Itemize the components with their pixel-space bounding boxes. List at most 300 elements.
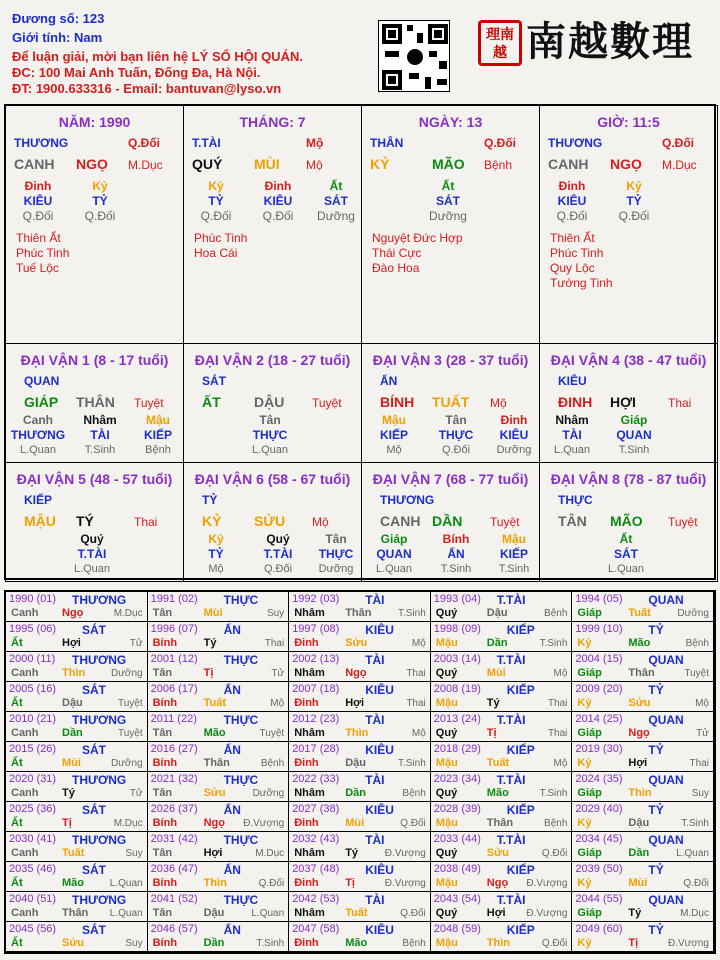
year-god: KIÊU: [365, 923, 394, 937]
star-label: Tuế Lộc: [16, 261, 59, 275]
year-branch: Thìn: [628, 787, 652, 799]
year-label: 2036 (47): [150, 863, 198, 875]
year-cell[interactable]: [288, 861, 431, 892]
year-cell[interactable]: [5, 741, 148, 772]
year-cell[interactable]: [288, 771, 431, 802]
year-cell[interactable]: [147, 801, 290, 832]
hidden-stage: Q.Đối: [22, 209, 54, 223]
pillar-god-top: THƯƠNG: [14, 136, 69, 150]
year-cell[interactable]: [571, 741, 714, 772]
year-branch: Mão: [486, 787, 509, 799]
year-cell[interactable]: [430, 621, 573, 652]
year-branch: Mão: [62, 877, 84, 889]
year-cell[interactable]: [571, 801, 714, 832]
luck-title: ĐẠI VẬN 3 (28 - 37 tuổi): [372, 352, 529, 368]
luck-title: ĐẠI VẬN 7 (68 - 77 tuổi): [372, 471, 529, 487]
year-stem: Kỷ: [577, 817, 592, 829]
year-branch: Tý: [486, 697, 500, 709]
year-stage: L.Quan: [109, 908, 143, 919]
year-label: 2046 (57): [150, 923, 198, 935]
hidden-stage: Bệnh: [145, 444, 171, 456]
luck-branch: DẬU: [254, 394, 285, 410]
year-cell[interactable]: [430, 831, 573, 862]
year-cell[interactable]: [288, 651, 431, 682]
year-branch: Thân: [345, 607, 372, 619]
year-god: THỰC: [223, 833, 259, 847]
luck-stem: TÂN: [558, 513, 587, 529]
luck-pillar-cell[interactable]: [539, 343, 718, 463]
number-label: Đương số: 123: [12, 11, 105, 26]
year-branch: Dậu: [486, 607, 508, 619]
year-stage: T.Sinh: [256, 938, 285, 949]
year-god: ẤN: [223, 923, 241, 937]
year-branch: Tị: [486, 727, 497, 739]
year-cell[interactable]: [430, 921, 573, 952]
year-stage: Bệnh: [544, 818, 568, 829]
year-stage: Tuyệt: [117, 728, 143, 739]
pillar-stem: CANH: [14, 156, 55, 172]
year-cell[interactable]: [288, 741, 431, 772]
chart-grid: [4, 104, 716, 580]
year-cell[interactable]: [5, 921, 148, 952]
hidden-god: SÁT: [614, 547, 638, 561]
hidden-stem: Mậu: [502, 532, 526, 546]
year-branch: Tị: [628, 937, 639, 949]
year-god: TÀI: [365, 773, 385, 787]
hidden-god: THỰC: [438, 428, 474, 442]
year-branch: Thìn: [62, 667, 86, 679]
star-label: Thiên Ất: [550, 231, 595, 245]
year-branch: Tị: [345, 877, 355, 889]
year-branch: Ngọ: [345, 667, 367, 679]
pillar-cell[interactable]: [539, 105, 718, 344]
year-label: 1995 (06): [9, 623, 57, 635]
year-stage: Q.Đối: [258, 878, 285, 889]
year-cell[interactable]: [288, 711, 431, 742]
pillar-branch: NGỌ: [610, 156, 642, 172]
year-stem: Giáp: [577, 787, 602, 799]
year-god: QUAN: [648, 713, 684, 727]
hidden-god: THƯƠNG: [10, 428, 66, 442]
year-branch: Tuất: [345, 907, 368, 919]
year-stem: Nhâm: [294, 907, 325, 919]
year-god: SÁT: [82, 923, 106, 937]
hidden-stage: T.Sinh: [440, 563, 472, 575]
year-god: SÁT: [82, 743, 106, 757]
year-cell[interactable]: [430, 651, 573, 682]
year-cell[interactable]: [5, 801, 148, 832]
year-stem: Bính: [152, 757, 178, 769]
year-label: 2035 (46): [9, 863, 57, 875]
pillar-god-top: THƯƠNG: [548, 136, 603, 150]
year-label: 1991 (02): [150, 593, 198, 605]
hidden-stage: Dưỡng: [318, 563, 354, 575]
luck-stage: Mộ: [312, 515, 329, 529]
luck-pillar-cell[interactable]: [361, 343, 540, 463]
year-branch: Thân: [628, 667, 655, 679]
year-cell[interactable]: [147, 711, 290, 742]
hidden-stage: Dưỡng: [429, 209, 467, 223]
year-stage: Tử: [696, 728, 709, 739]
year-cell[interactable]: [5, 711, 148, 742]
luck-god: KIẾP: [24, 493, 53, 507]
year-stage: T.Sinh: [539, 788, 568, 799]
year-label: 2014 (25): [575, 713, 623, 725]
year-branch: Tý: [345, 847, 359, 859]
year-branch: Hợi: [486, 907, 506, 919]
year-cell[interactable]: [430, 801, 573, 832]
hidden-stage: Q.Đối: [556, 209, 588, 223]
year-stem: Canh: [11, 727, 39, 739]
pillar-cell[interactable]: [5, 105, 184, 344]
year-label: 1999 (10): [575, 623, 623, 635]
header: [0, 0, 720, 100]
year-branch: Sửu: [62, 937, 85, 949]
pillar-stem: KỶ: [370, 156, 390, 172]
hidden-god: THỰC: [252, 428, 288, 442]
hidden-stage: Q.Đối: [263, 563, 293, 575]
year-cell[interactable]: [430, 681, 573, 712]
year-cell[interactable]: [571, 681, 714, 712]
year-stage: Suy: [125, 848, 143, 859]
year-cell[interactable]: [288, 621, 431, 652]
luck-stage: Mộ: [490, 396, 507, 410]
luck-pillar-cell[interactable]: [183, 343, 362, 463]
year-stem: Mậu: [435, 637, 458, 649]
luck-branch: DẦN: [432, 513, 463, 529]
year-label: 2030 (41): [9, 833, 57, 845]
hidden-stage: Q.Đối: [618, 209, 650, 223]
year-cell[interactable]: [571, 651, 714, 682]
year-god: THƯƠNG: [72, 713, 127, 727]
hidden-god: KIÊU: [499, 428, 529, 442]
year-stage: Mộ: [270, 698, 285, 709]
year-stage: Bệnh: [685, 638, 709, 649]
year-god: KIẾP: [506, 803, 535, 817]
year-label: 2006 (17): [150, 683, 198, 695]
hidden-stem: Kỷ: [208, 179, 224, 193]
luck-god: QUAN: [24, 374, 60, 388]
year-stem: Tân: [152, 607, 173, 619]
year-label: 2029 (40): [575, 803, 623, 815]
year-cell[interactable]: [288, 801, 431, 832]
year-god: KIẾP: [506, 743, 535, 757]
year-branch: Dần: [345, 787, 366, 799]
hidden-stem: Bính: [442, 532, 470, 546]
year-cell[interactable]: [571, 921, 714, 952]
year-stage: Đ.Vượng: [667, 938, 709, 949]
year-god: THƯƠNG: [72, 773, 127, 787]
year-stem: Bính: [152, 637, 178, 649]
year-stage: Bệnh: [402, 788, 426, 799]
year-cell[interactable]: [147, 891, 290, 922]
year-stage: Suy: [125, 938, 143, 949]
year-cell[interactable]: [430, 591, 573, 622]
star-label: Hoa Cái: [194, 246, 238, 260]
hidden-stem: Giáp: [620, 413, 648, 427]
year-cell[interactable]: [571, 711, 714, 742]
year-stage: Mộ: [553, 758, 568, 769]
luck-stage: Tuyệt: [668, 515, 698, 529]
year-cell[interactable]: [288, 831, 431, 862]
year-cell[interactable]: [430, 861, 573, 892]
year-stem: Đinh: [294, 637, 319, 649]
hidden-god: KIẾP: [499, 547, 528, 561]
year-branch: Dậu: [203, 907, 225, 919]
hidden-god: THỰC: [318, 547, 354, 561]
hidden-stem: Canh: [23, 413, 53, 427]
year-stem: Canh: [11, 607, 39, 619]
year-stem: Mậu: [435, 877, 458, 889]
year-god: QUAN: [648, 593, 684, 607]
year-branch: Dậu: [345, 757, 366, 769]
luck-pillar-cell[interactable]: [183, 462, 362, 582]
hidden-stem: Kỷ: [208, 532, 224, 546]
hidden-god: T.TÀI: [77, 547, 107, 561]
year-cell[interactable]: [5, 591, 148, 622]
year-stage: Suy: [266, 608, 285, 619]
hidden-god: TỶ: [208, 194, 224, 208]
star-label: Phúc Tinh: [16, 246, 70, 260]
hidden-stem: Tân: [259, 413, 281, 427]
year-branch: Hợi: [62, 637, 81, 649]
year-god: ẤN: [223, 623, 241, 637]
luck-pillar-cell[interactable]: [5, 343, 184, 463]
year-label: 2019 (30): [575, 743, 623, 755]
year-cell[interactable]: [430, 741, 573, 772]
year-stem: Bính: [152, 817, 178, 829]
luck-stem: GIÁP: [24, 394, 59, 410]
year-cell[interactable]: [571, 591, 714, 622]
hidden-stem: Đinh: [264, 179, 292, 193]
year-stem: Ất: [11, 637, 23, 649]
year-god: THỰC: [223, 653, 259, 667]
pillar-god-top: THÂN: [370, 136, 404, 150]
year-stage: Thai: [406, 698, 426, 709]
star-label: Quy Lộc: [550, 261, 595, 275]
luck-branch: MÃO: [610, 513, 643, 529]
luck-stem: BÍNH: [380, 394, 415, 410]
hidden-god: SÁT: [436, 194, 460, 208]
year-god: THỰC: [223, 593, 259, 607]
year-label: 2047 (58): [292, 923, 340, 935]
qr-code-icon[interactable]: [378, 20, 450, 92]
year-label: 2008 (19): [433, 683, 481, 695]
year-stem: Giáp: [577, 727, 602, 739]
year-label: 2003 (14): [433, 653, 481, 665]
year-god: THƯƠNG: [72, 593, 127, 607]
year-label: 2000 (11): [9, 653, 56, 665]
year-god: KIẾP: [506, 623, 535, 637]
year-cell[interactable]: [571, 861, 714, 892]
year-label: 1992 (03): [292, 593, 340, 605]
luck-pillar-cell[interactable]: [5, 462, 184, 582]
year-cell[interactable]: [288, 591, 431, 622]
year-stem: Canh: [11, 667, 39, 679]
year-stem: Quý: [435, 907, 458, 919]
hidden-stage: L.Quan: [607, 563, 645, 575]
year-cell[interactable]: [147, 861, 290, 892]
luck-god: SÁT: [202, 374, 226, 388]
pillar-branch: MÙI: [254, 156, 280, 172]
year-stage: L.Quan: [251, 908, 285, 919]
year-label: 1994 (05): [575, 593, 623, 605]
year-cell[interactable]: [571, 831, 714, 862]
luck-title: ĐẠI VẬN 2 (18 - 27 tuổi): [194, 352, 351, 368]
year-cell[interactable]: [288, 891, 431, 922]
year-label: 2048 (59): [433, 923, 481, 935]
luck-pillar-cell[interactable]: [539, 462, 718, 582]
year-branch: Tý: [203, 637, 217, 649]
year-cell[interactable]: [5, 831, 148, 862]
year-branch: Hợi: [203, 847, 223, 859]
pillar-god-right: Mộ: [306, 136, 324, 150]
year-cell[interactable]: [288, 681, 431, 712]
year-cell[interactable]: [5, 771, 148, 802]
luck-stem: KỶ: [202, 513, 222, 529]
year-cell[interactable]: [430, 711, 573, 742]
year-cell[interactable]: [571, 621, 714, 652]
year-label: 2031 (42): [150, 833, 198, 845]
year-stage: L.Quan: [676, 848, 709, 859]
year-god: SÁT: [82, 803, 106, 817]
year-label: 2007 (18): [292, 683, 340, 695]
year-god: ẤN: [223, 863, 241, 877]
pillar-cell[interactable]: [183, 105, 362, 344]
hidden-stage: T.Sinh: [84, 444, 116, 456]
year-branch: Mùi: [486, 667, 506, 679]
hidden-stage: L.Quan: [251, 444, 289, 456]
year-branch: Tuất: [486, 757, 510, 769]
year-stage: Bệnh: [260, 758, 285, 769]
year-stage: Thai: [264, 638, 285, 649]
year-label: 2023 (34): [433, 773, 481, 785]
year-label: 2002 (13): [292, 653, 340, 665]
year-branch: Dần: [486, 637, 508, 649]
year-label: 2040 (51): [9, 893, 57, 905]
year-cell[interactable]: [147, 591, 290, 622]
star-label: Thái Cực: [372, 246, 422, 260]
year-stage: Q.Đối: [683, 878, 709, 889]
year-stem: Canh: [11, 847, 39, 859]
year-stem: Tân: [152, 727, 173, 739]
hidden-god: KIẾP: [379, 428, 408, 442]
year-stage: Thai: [689, 758, 709, 769]
year-cell[interactable]: [5, 861, 148, 892]
luck-branch: TÝ: [76, 513, 94, 529]
seal-icon: 理南越: [478, 20, 522, 66]
year-cell[interactable]: [5, 891, 148, 922]
year-branch: Sửu: [486, 847, 509, 859]
luck-title: ĐẠI VẬN 1 (8 - 17 tuổi): [20, 352, 169, 368]
year-label: 2022 (33): [292, 773, 340, 785]
year-stage: Dưỡng: [110, 668, 143, 679]
year-branch: Tuất: [203, 697, 226, 709]
pillar-stage: Bệnh: [484, 158, 513, 172]
logo: 南越數理: [526, 18, 694, 65]
pillar-branch: NGỌ: [76, 156, 108, 172]
year-cell[interactable]: [430, 891, 573, 922]
hidden-stem: Đinh: [24, 179, 52, 193]
year-label: 1998 (09): [433, 623, 481, 635]
year-god: T.TÀI: [496, 653, 526, 667]
year-stem: Mậu: [435, 697, 458, 709]
year-stem: Nhâm: [294, 727, 325, 739]
year-label: 2020 (31): [9, 773, 57, 785]
year-cell[interactable]: [147, 621, 290, 652]
year-stage: Tuyệt: [117, 698, 143, 709]
year-cell[interactable]: [430, 771, 573, 802]
year-cell[interactable]: [147, 831, 290, 862]
year-stem: Ất: [11, 757, 23, 769]
year-stem: Mậu: [435, 937, 458, 949]
hidden-god: KIÊU: [557, 194, 587, 208]
year-stage: T.Sinh: [397, 758, 426, 769]
year-branch: Thìn: [345, 727, 369, 739]
year-cell[interactable]: [147, 771, 290, 802]
year-branch: Mão: [628, 637, 651, 649]
year-stem: Kỷ: [577, 697, 592, 709]
year-label: 2042 (53): [292, 893, 340, 905]
year-branch: Tý: [628, 907, 642, 919]
hidden-god: TÀI: [562, 428, 582, 442]
year-stem: Tân: [152, 847, 173, 859]
year-stem: Nhâm: [294, 607, 325, 619]
year-stage: Tuyệt: [259, 728, 285, 739]
year-stage: Đ.Vượng: [243, 818, 285, 829]
year-cell[interactable]: [147, 681, 290, 712]
year-god: KIÊU: [365, 623, 394, 637]
year-stem: Quý: [435, 607, 458, 619]
luck-branch: THÂN: [76, 394, 115, 410]
hidden-stem: Đinh: [500, 413, 528, 427]
year-stem: Giáp: [577, 847, 602, 859]
year-label: 1996 (07): [150, 623, 198, 635]
year-cell[interactable]: [5, 621, 148, 652]
year-stage: Mộ: [411, 728, 426, 739]
luck-title: ĐẠI VẬN 5 (48 - 57 tuổi): [16, 471, 173, 487]
year-cell[interactable]: [571, 891, 714, 922]
year-cell[interactable]: [288, 921, 431, 952]
hidden-stage: T.Sinh: [498, 563, 530, 575]
year-stem: Canh: [11, 907, 39, 919]
year-stem: Đinh: [294, 697, 319, 709]
luck-pillar-cell[interactable]: [361, 462, 540, 582]
year-god: TỶ: [648, 683, 664, 697]
year-branch: Thân: [62, 907, 89, 919]
year-cell[interactable]: [5, 681, 148, 712]
year-cell[interactable]: [147, 651, 290, 682]
luck-stage: Thai: [668, 396, 692, 410]
year-label: 2005 (16): [9, 683, 57, 695]
hidden-stage: L.Quan: [73, 563, 111, 575]
year-stem: Giáp: [577, 607, 602, 619]
year-stem: Bính: [152, 697, 178, 709]
luck-god: KIÊU: [558, 374, 587, 388]
year-stem: Nhâm: [294, 787, 325, 799]
year-branch: Hợi: [345, 697, 365, 709]
year-stem: Quý: [435, 847, 458, 859]
year-cell[interactable]: [5, 651, 148, 682]
year-cell[interactable]: [571, 771, 714, 802]
luck-god: ẤN: [380, 374, 398, 388]
year-branch: Thìn: [203, 877, 227, 889]
year-stage: Q.Đối: [541, 938, 568, 949]
year-cell[interactable]: [147, 741, 290, 772]
pillar-cell[interactable]: [361, 105, 540, 344]
year-god: ẤN: [223, 683, 241, 697]
year-cell[interactable]: [147, 921, 290, 952]
